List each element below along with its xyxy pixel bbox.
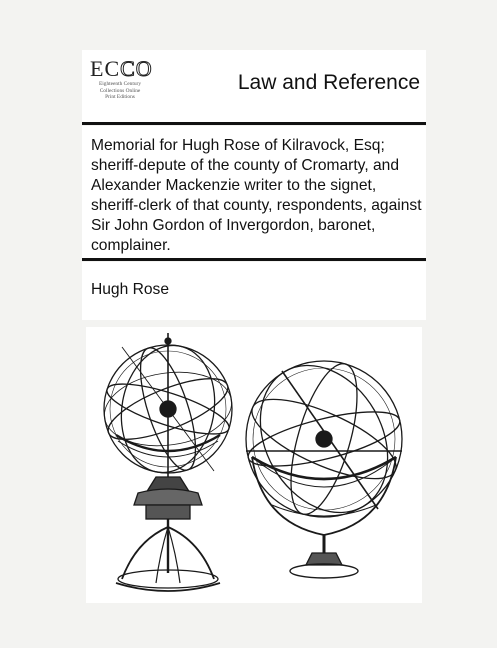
series-title: Law and Reference (237, 71, 420, 94)
logo-line-2: Collections Online (99, 87, 141, 94)
logo-mark: ECCO (90, 56, 153, 81)
book-title: Memorial for Hugh Rose of Kilravock, Esq; sheriff-depute of the county of Cromarty, and Alexander Mackenzie writer to the signet, sheriff-clerk of that county, respondents, against Sir John Gordon of Invergordon, baronet, complainer. (91, 137, 422, 254)
logo-line-1: Eighteenth Century (98, 81, 142, 87)
armillary-spheres-illustration (86, 327, 422, 603)
title-panel (82, 126, 426, 258)
publisher-logo (90, 56, 153, 115)
top-divider (82, 122, 426, 125)
armillary-spheres-drawing (86, 327, 422, 603)
right-armillary-sphere (235, 342, 413, 578)
logo-line-3: Print Editions (105, 94, 135, 101)
cover-header (82, 50, 426, 122)
author-panel (82, 262, 426, 320)
middle-divider (82, 258, 426, 261)
book-author: Hugh Rose (91, 281, 170, 298)
left-armillary-sphere (100, 333, 237, 591)
